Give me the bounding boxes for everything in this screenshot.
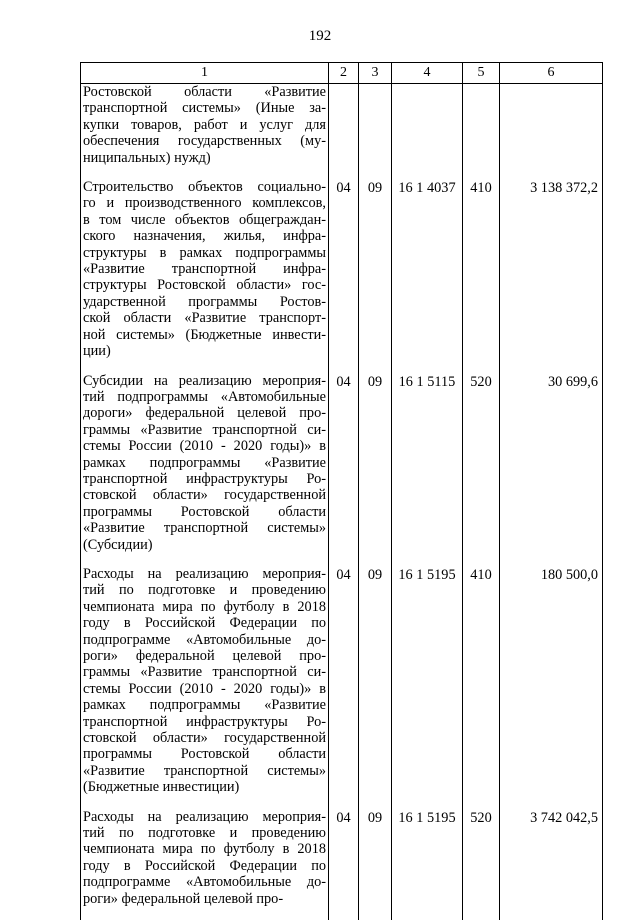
description-line: роги» федеральной целевой про- — [83, 648, 326, 664]
table-row — [81, 84, 603, 180]
amount: 180 500,0 — [500, 566, 603, 809]
target-article-code: 16 1 4037 — [392, 179, 463, 372]
description-line: программы Ростовской области — [83, 503, 326, 520]
section-code — [329, 84, 359, 180]
subsection-code — [359, 84, 392, 180]
description-line: граммы «Развитие транспортной си- — [83, 664, 326, 681]
table-row — [81, 179, 603, 372]
amount: 3 138 372,2 — [500, 179, 603, 372]
amount: 30 699,6 — [500, 373, 603, 566]
row-description — [81, 809, 329, 920]
subsection-code: 09 — [359, 566, 392, 809]
description-line: стемы России (2010 - 2020 годы)» в — [83, 438, 326, 455]
column-header: 1 — [81, 63, 329, 84]
table-row — [81, 809, 603, 920]
description-line: «Развитие транспортной инфра- — [83, 261, 326, 278]
description-line: транспортной инфраструктуры Ро- — [83, 713, 326, 730]
description-line: роги» федеральной целевой про- — [83, 890, 284, 907]
column-header: 3 — [359, 63, 392, 84]
table-row — [81, 373, 603, 566]
description-line: рамках подпрограммы «Развитие — [83, 697, 326, 714]
description-line: ной системы» (Бюджетные инвести- — [83, 326, 326, 343]
target-article-code: 16 1 5195 — [392, 809, 463, 920]
description-line: транспортной системы» (Иные за- — [83, 100, 326, 117]
description-line: программы Ростовской области — [83, 746, 326, 763]
description-line: Субсидии на реализацию мероприя- — [83, 372, 326, 389]
description-line: рамках подпрограммы «Развитие — [83, 454, 326, 471]
column-header: 4 — [392, 63, 463, 84]
description-line: Расходы на реализацию мероприя- — [83, 808, 326, 825]
row-description — [81, 179, 329, 372]
description-line: стовской области» государственной — [83, 487, 326, 504]
description-line: стемы России (2010 - 2020 годы)» в — [83, 680, 326, 697]
description-line: купки товаров, работ и услуг для — [83, 116, 326, 133]
subsection-code: 09 — [359, 373, 392, 566]
expense-type-code: 410 — [463, 566, 500, 809]
amount — [500, 84, 603, 180]
description-line: стовской области» государственной — [83, 730, 326, 747]
description-line: структуры Ростовской области» гос- — [83, 277, 326, 294]
description-line: Ростовской области «Развитие — [83, 84, 326, 100]
description-line: ского назначения, жилья, инфра- — [83, 228, 326, 245]
target-article-code: 16 1 5195 — [392, 566, 463, 809]
description-line: году в Российской Федерации по — [83, 615, 326, 632]
description-line: «Развитие транспортной системы» — [83, 762, 326, 779]
description-line: граммы «Развитие транспортной си- — [83, 421, 326, 438]
page-number: 192 — [308, 28, 332, 44]
description-line: транспортной инфраструктуры Ро- — [83, 470, 326, 487]
description-line: ударственной программы Ростов- — [83, 293, 326, 310]
section-code: 04 — [329, 809, 359, 920]
row-description — [81, 373, 329, 566]
section-code: 04 — [329, 179, 359, 372]
description-line: ниципальных) нужд) — [83, 149, 211, 166]
expense-type-code: 520 — [463, 373, 500, 566]
target-article-code — [392, 84, 463, 180]
table-header-row — [81, 63, 603, 84]
description-line: Расходы на реализацию мероприя- — [83, 565, 326, 582]
expense-type-code: 520 — [463, 809, 500, 920]
description-line: ской области «Развитие транспорт- — [83, 310, 326, 327]
expense-type-code: 410 — [463, 179, 500, 372]
description-line: ции) — [83, 343, 111, 360]
description-line: (Бюджетные инвестиции) — [83, 779, 240, 796]
description-line: го и производственного комплексов, — [83, 195, 326, 212]
row-description — [81, 84, 329, 180]
subsection-code: 09 — [359, 809, 392, 920]
description-line: году в Российской Федерации по — [83, 857, 326, 874]
amount: 3 742 042,5 — [500, 809, 603, 920]
description-line: подпрограмме «Автомобильные до- — [83, 631, 326, 648]
description-line: «Развитие транспортной системы» — [83, 520, 326, 537]
description-line: тий по подготовке и проведению — [83, 825, 326, 842]
column-header: 5 — [463, 63, 500, 84]
table-row — [81, 566, 603, 809]
description-line: тий по подготовке и проведению — [83, 582, 326, 599]
description-line: тий подпрограммы «Автомобильные — [83, 388, 326, 405]
description-line: подпрограмме «Автомобильные до- — [83, 874, 326, 891]
budget-table — [80, 62, 603, 920]
description-line: в том числе объектов общеграждан- — [83, 211, 326, 228]
description-line: структуры в рамках подпрограммы — [83, 244, 326, 261]
row-description — [81, 566, 329, 809]
description-line: (Субсидии) — [83, 536, 153, 553]
description-line: чемпионата мира по футболу в 2018 — [83, 841, 326, 858]
subsection-code: 09 — [359, 179, 392, 372]
section-code: 04 — [329, 566, 359, 809]
description-line: дороги» федеральной целевой про- — [83, 405, 326, 422]
column-header: 2 — [329, 63, 359, 84]
description-line: чемпионата мира по футболу в 2018 — [83, 598, 326, 615]
expense-type-code — [463, 84, 500, 180]
column-header: 6 — [500, 63, 603, 84]
description-line: обеспечения государственных (му- — [83, 133, 326, 150]
description-line: Строительство объектов социально- — [83, 179, 326, 196]
section-code: 04 — [329, 373, 359, 566]
target-article-code: 16 1 5115 — [392, 373, 463, 566]
